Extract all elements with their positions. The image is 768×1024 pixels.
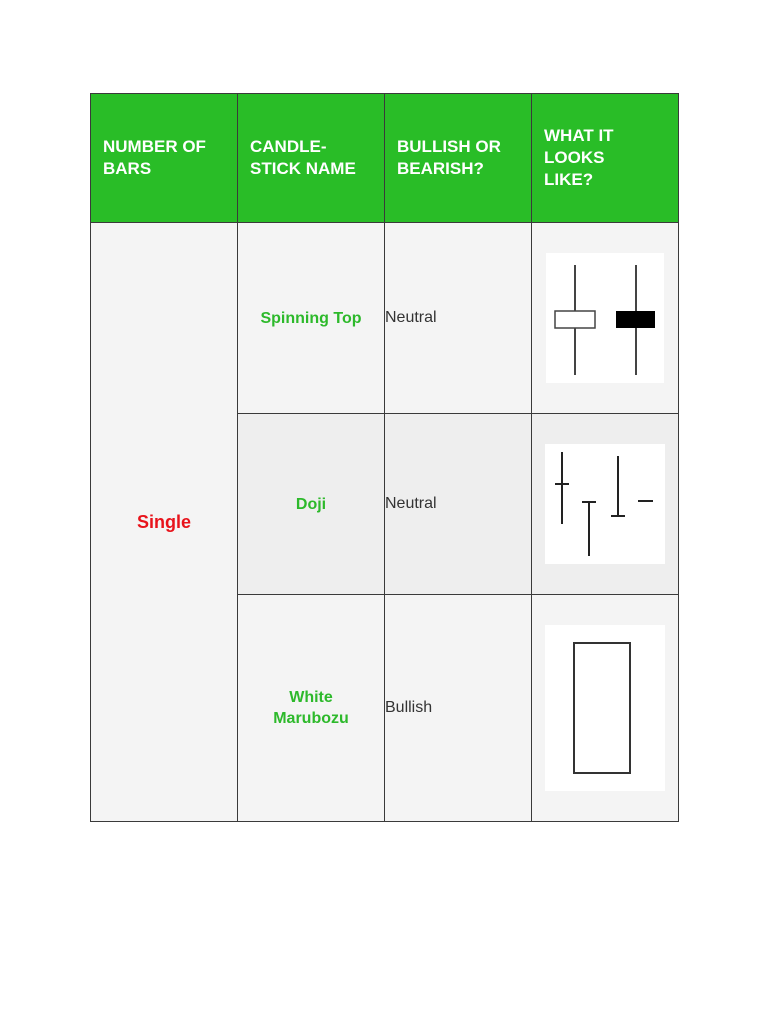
header-what-it-looks-like: WHAT IT LOOKS LIKE? (532, 94, 679, 223)
white-marubozu-candle-icon (545, 625, 665, 791)
header-number-of-bars: NUMBER OF BARS (91, 94, 238, 223)
sentiment-cell (385, 223, 532, 414)
candlestick-name: White Marubozu (273, 689, 349, 727)
illustration-cell (532, 223, 679, 414)
sentiment-value: Neutral (385, 309, 437, 326)
header-bullish-or-bearish: BULLISH OR BEARISH? (385, 94, 532, 223)
candlestick-table (90, 93, 679, 822)
spinning-top-candles-icon (546, 253, 664, 383)
sentiment-value: Neutral (385, 495, 437, 512)
candlestick-name-cell (238, 223, 385, 414)
header-candlestick-name: CANDLE- STICK NAME (238, 94, 385, 223)
illustration-cell (532, 414, 679, 595)
table-row (91, 223, 679, 414)
candlestick-name-cell (238, 414, 385, 595)
header-row (91, 94, 679, 223)
number-of-bars-value: Single (136, 511, 191, 532)
candlestick-name-cell (238, 595, 385, 822)
sentiment-value: Bullish (385, 699, 433, 716)
sentiment-cell (385, 414, 532, 595)
number-of-bars-cell (91, 223, 238, 822)
candlestick-name: Spinning Top (260, 309, 362, 327)
illustration-cell (532, 595, 679, 822)
doji-candles-icon (545, 444, 665, 564)
sentiment-cell (385, 595, 532, 822)
candlestick-name: Doji (295, 495, 327, 513)
